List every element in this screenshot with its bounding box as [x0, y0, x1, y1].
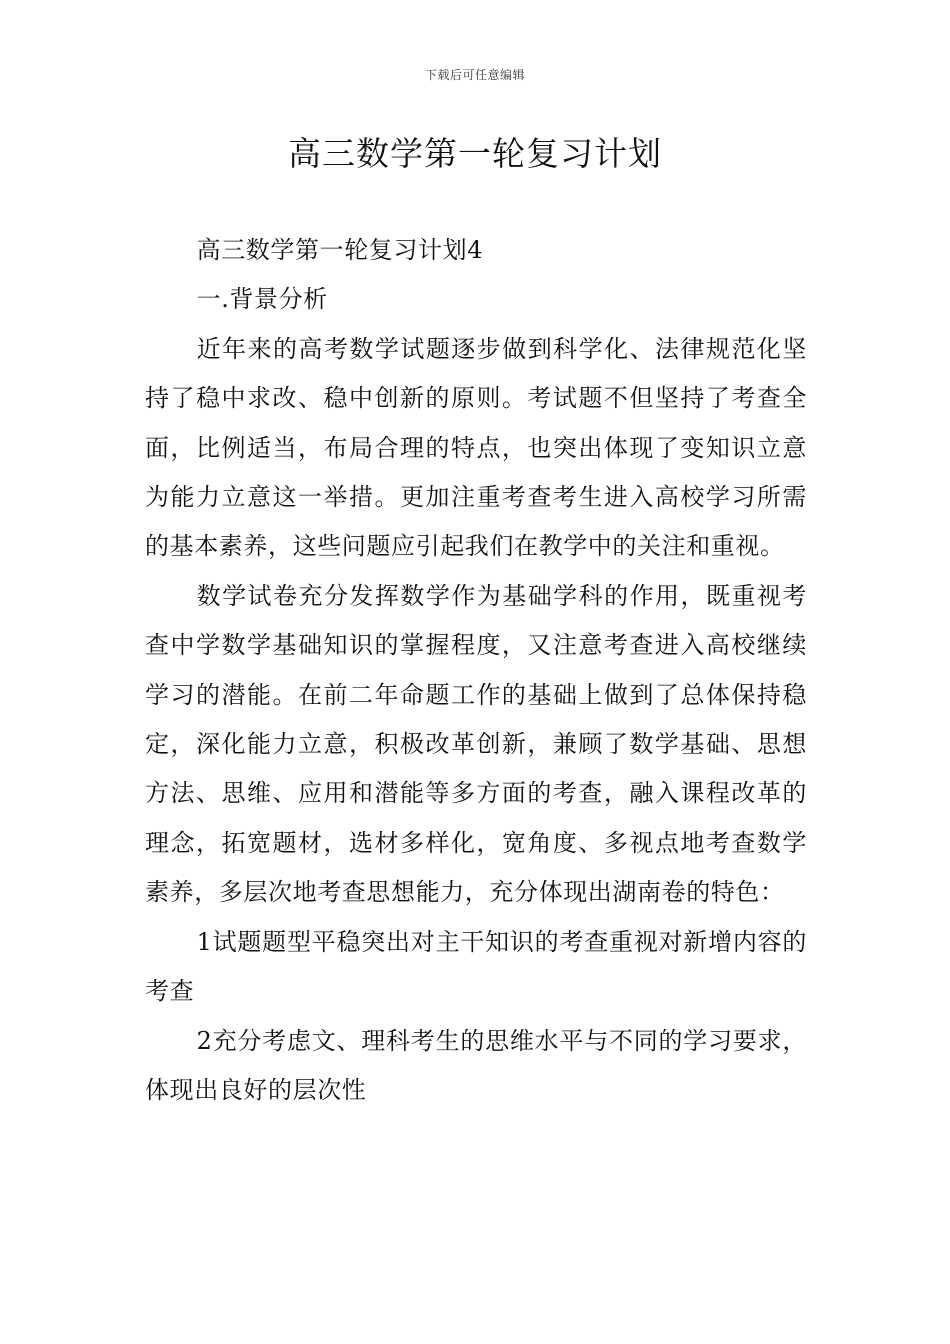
- document-body: [145, 226, 807, 1115]
- paragraph-point-1: 1试题题型平稳突出对主干知识的考查重视对新增内容的考查: [145, 927, 807, 1006]
- header-note: 下载后可任意编辑: [424, 68, 525, 82]
- document-title: 高三数学第一轮复习计划: [288, 134, 662, 173]
- paragraph-point-2: 2充分考虑文、理科考生的思维水平与不同的学习要求，体现出良好的层次性: [145, 1026, 807, 1104]
- paragraph-background-2: 数学试卷充分发挥数学作为基础学科的作用，既重视考查中学数学基础知识的掌握程度，又注意考查进入高校继续学习的潜能。在前二年命题工作的基础上做到了总体保持稳定，深化能力立意，积极改革创新，兼顾了数学基础、思想方法、思维、应用和潜能等多方面的考查，融入课程改革的理念，拓宽题材，选材多样化，宽角度、多视点地考查数学素养，多层次地考查思想能力，充分体现出湖南卷的特色：: [145, 581, 807, 907]
- paragraph-section-heading: 一.背景分析: [196, 285, 328, 314]
- paragraph-subtitle: 高三数学第一轮复习计划4: [196, 236, 484, 264]
- paragraph-background-1: 近年来的高考数学试题逐步做到科学化、法律规范化坚持了稳中求改、稳中创新的原则。考试题不但坚持了考查全面，比例适当，布局合理的特点，也突出体现了变知识立意为能力立意这一举措。更加注重考查考生进入高校学习所需的基本素养，这些问题应引起我们在教学中的关注和重视。: [145, 334, 807, 561]
